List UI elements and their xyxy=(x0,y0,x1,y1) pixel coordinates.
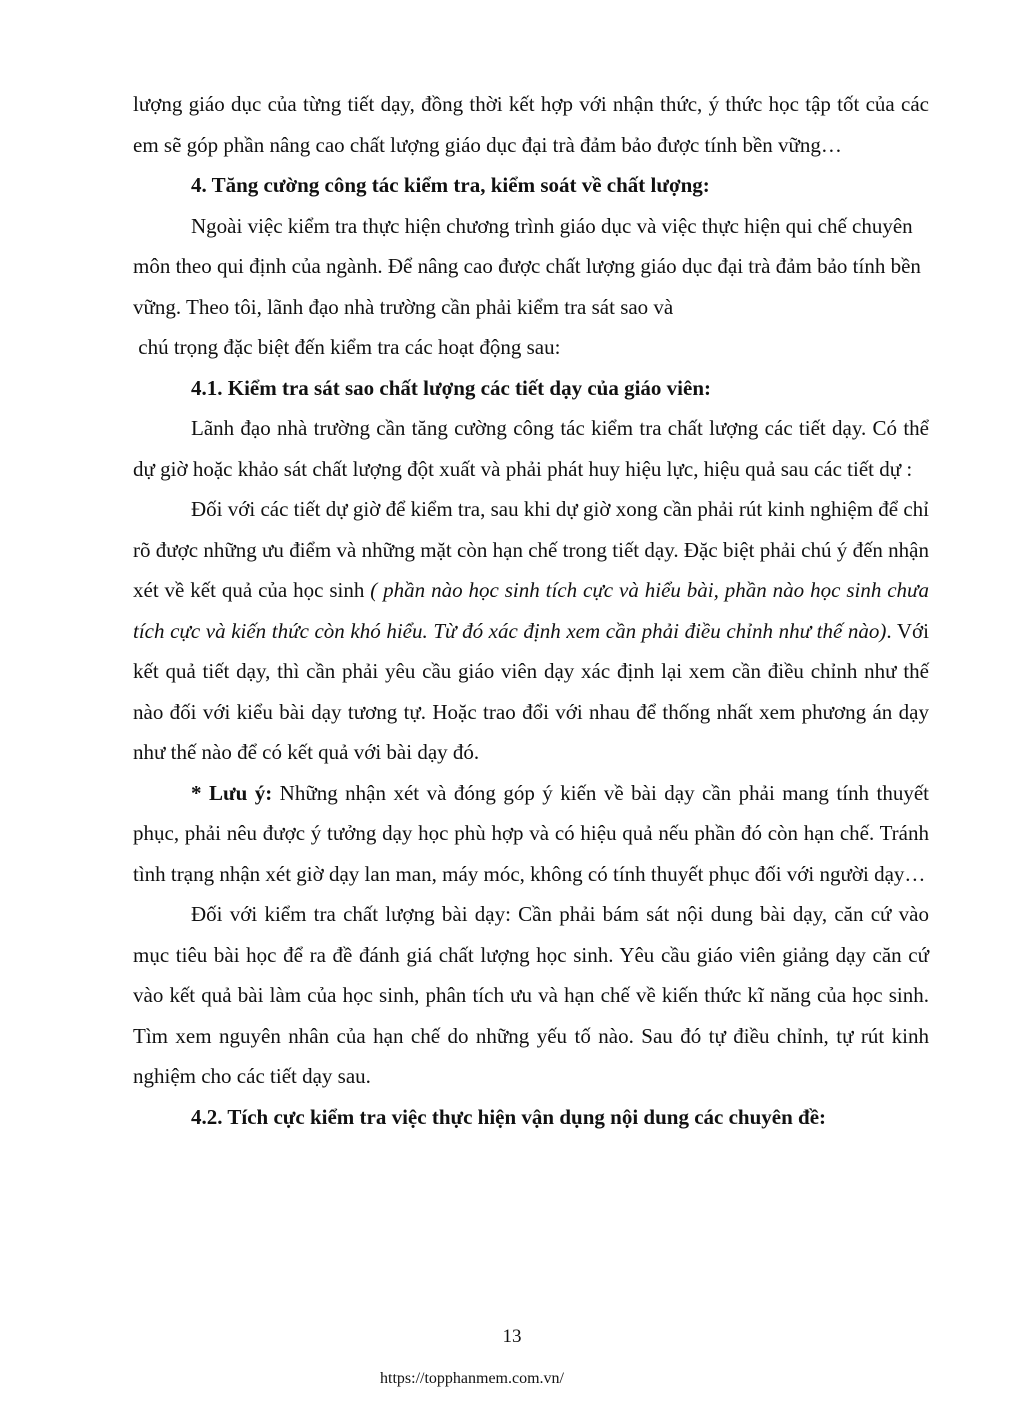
footer-url: https://topphanmem.com.vn/ xyxy=(380,1370,564,1387)
paragraph-intro-checking xyxy=(133,206,929,368)
paragraph-note xyxy=(133,773,929,895)
paragraph-intro-checking-line2: chú trọng đặc biệt đến kiểm tra các hoạt động sau: xyxy=(133,335,561,359)
note-text: Những nhận xét và đóng góp ý kiến về bài dạy cần phải mang tính thuyết phục, phải nêu được ý tưởng dạy học phù hợp và có hiệu quả nếu phần đó còn hạn chế. Tránh tình trạng nhận xét giờ dạy lan man, máy móc, không có tính thuyết phục đối với người dạy… xyxy=(133,780,929,886)
note-label: * Lưu ý: xyxy=(191,780,273,805)
paragraph-observation-part-b: . Với kết quả tiết dạy, thì cần phải yêu cầu giáo viên dạy xác định lại xem cần điều chỉnh như thế nào đối với kiểu bài dạy tương tự. Hoặc trao đổi với nhau để thống nhất xem phương án dạy như thế nào để có kết quả với bài dạy đó. xyxy=(133,618,929,764)
page-number: 13 xyxy=(502,1326,522,1347)
paragraph-continuation: lượng giáo dục của từng tiết dạy, đồng thời kết hợp với nhận thức, ý thức học tập tốt của các em sẽ góp phần nâng cao chất lượng giáo dục đại trà đảm bảo được tính bền vững… xyxy=(133,92,929,157)
paragraph-lesson-check: Đối với kiểm tra chất lượng bài dạy: Cần phải bám sát nội dung bài dạy, căn cứ vào mục tiêu bài học để ra đề đánh giá chất lượng học sinh. Yêu cầu giáo viên giảng dạy căn cứ vào kết quả bài làm của học sinh, phân tích ưu và hạn chế về kiến thức kĩ năng của học sinh. Tìm xem nguyên nhân của hạn chế do những yếu tố nào. Sau đó tự điều chỉnh, tự rút kinh nghiệm cho các tiết dạy sau. xyxy=(133,902,929,1088)
paragraph-intro-checking-line1: Ngoài việc kiểm tra thực hiện chương trình giáo dục và việc thực hiện qui chế chuyên môn theo qui định của ngành. Để nâng cao được chất lượng giáo dục đại trà đảm bảo tính bền vững. Theo tôi, lãnh đạo nhà trường cần phải kiểm tra sát sao và xyxy=(133,213,921,319)
section-heading-4: 4. Tăng cường công tác kiểm tra, kiểm soát về chất lượng: xyxy=(191,173,710,197)
section-heading-4-2: 4.2. Tích cực kiểm tra việc thực hiện vận dụng nội dung các chuyên đề: xyxy=(191,1104,827,1129)
document-body xyxy=(133,84,929,1137)
paragraph-observation-part-a: Đối với các tiết dự giờ để kiểm tra, sau khi dự giờ xong cần phải rút kinh nghiệm để chỉ rõ được những ưu điểm và những mặt còn hạn chế trong tiết dạy. Đặc biệt phải chú ý đến nhận xét về kết quả của học sinh xyxy=(133,497,929,602)
paragraph-lesson-quality: Lãnh đạo nhà trường cần tăng cường công tác kiểm tra chất lượng các tiết dạy. Có thể dự giờ hoặc khảo sát chất lượng đột xuất và phải phát huy hiệu lực, hiệu quả sau các tiết dự : xyxy=(133,416,929,481)
paragraph-observation xyxy=(133,489,929,773)
paragraph-observation-italic: ( phần nào học sinh tích cực và hiểu bài, phần nào học sinh chưa tích cực và kiến thức còn khó hiểu. Từ đó xác định xem cần phải điều chỉnh như thế nào) xyxy=(133,578,930,643)
section-heading-4-1: 4.1. Kiểm tra sát sao chất lượng các tiết dạy của giáo viên: xyxy=(191,375,711,400)
